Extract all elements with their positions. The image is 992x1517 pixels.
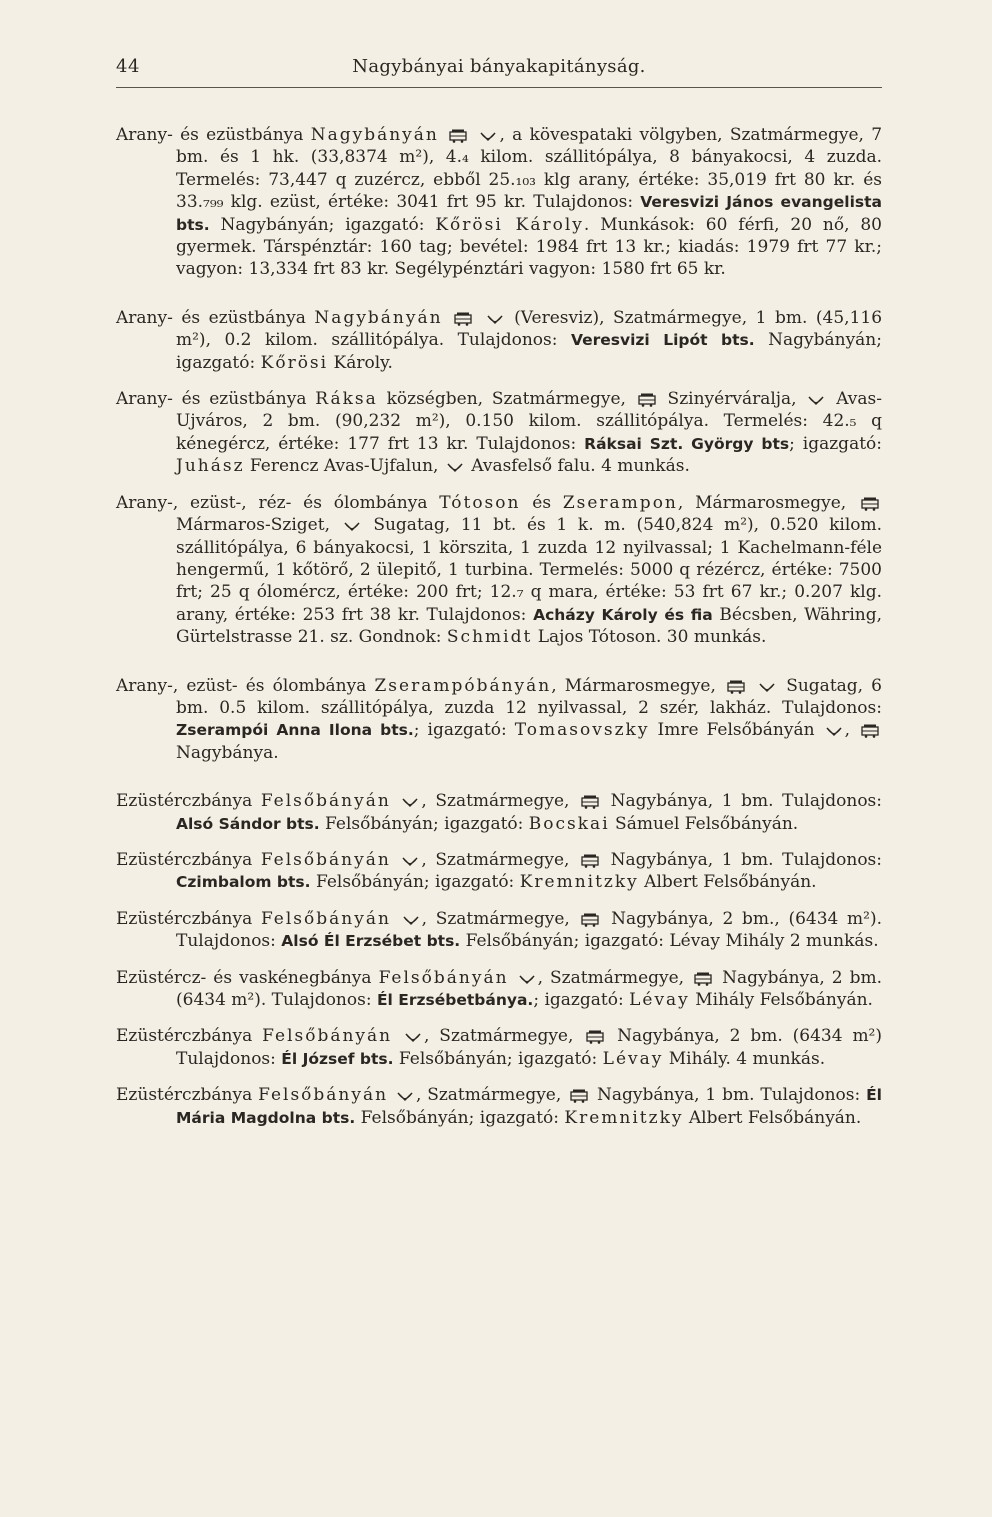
entry-text: Ferencz Avas-Ujfalun,: [244, 456, 444, 477]
mine-location: Zserampóbányán: [374, 675, 552, 696]
mine-entry: [116, 849, 882, 894]
entry-text: Felsőbányán; igazgató:: [355, 1107, 565, 1128]
entry-text: Albert Felsőbányán.: [638, 872, 817, 893]
mine-location: Felsőbányán: [378, 967, 509, 988]
entry-text: Albert Felsőbányán.: [683, 1107, 862, 1128]
railway-station-icon: [581, 913, 599, 927]
entry-text: 2 munkás.: [784, 931, 879, 952]
mine-owner: Alsó Él Erzsébet bts.: [281, 932, 461, 951]
entry-text: Ezüstérczbánya: [116, 1085, 259, 1106]
post-office-icon: [344, 521, 360, 533]
mine-entry: [116, 492, 882, 649]
railway-station-icon: [861, 497, 879, 511]
entry-text: . Munkások: 60 férfi, 20 nő, 80 gyermek. Társpénztár: 160 tag; bevétel: 1984 frt 13 kr.; kiadás: 1979 frt 77 kr.; vagyon: 13,334 frt 83 kr. Segélypénztári vagyon: 1580 frt 65 kr.: [176, 214, 882, 280]
entry-text: Arany-, ezüst-, réz- és ólombánya: [116, 492, 440, 513]
post-office-icon: [759, 682, 775, 694]
mine-director: Lévay: [602, 1048, 664, 1069]
entry-text: Felsőbányán; igazgató:: [310, 872, 520, 893]
post-office-icon: [808, 395, 824, 407]
mine-owner: Zserampói Anna Ilona bts.: [176, 721, 414, 740]
entry-text: , Szatmármegye,: [415, 1085, 568, 1106]
entry-text: Mihály Felsőbányán.: [689, 990, 873, 1010]
entry-text: Arany- és ezüstbánya: [116, 125, 311, 145]
mine-director: Bocskai: [528, 813, 610, 834]
mine-location: Felsőbányán: [258, 1085, 389, 1106]
mine-location: Felsőbányán: [262, 1026, 393, 1047]
entry-text: Nagybánya, 2 bm., (6434 m²). Tulajdonos:: [176, 908, 882, 952]
mine-director: Lévay: [629, 990, 690, 1010]
entry-text: ,: [844, 720, 859, 741]
mine-entries: [116, 124, 882, 1143]
entry-text: Ezüstérczbánya: [116, 1026, 263, 1047]
mine-director: Lévay Mihály: [669, 931, 785, 952]
entry-text: Imre Felsőbányán: [649, 720, 823, 741]
entry-text: Mihály. 4 munkás.: [663, 1048, 826, 1069]
entry-text: Ezüstércz- és vaskénegbánya: [116, 967, 379, 988]
entry-text: Bécsben, Währing, Gürtelstrasse 21. sz. Gondnok:: [176, 604, 883, 648]
mine-entry: [116, 675, 882, 765]
mine-director: Tomasovszky: [514, 720, 650, 741]
mine-entry: [116, 307, 882, 374]
running-head: Nagybányai bányakapitányság.: [352, 56, 646, 77]
entry-text: Nagybánya, 1 bm. Tulajdonos:: [602, 849, 883, 870]
entry-text: Nagybányán; igazgató:: [209, 214, 436, 235]
post-office-icon: [402, 797, 418, 809]
entry-text: községben, Szatmármegye,: [377, 389, 635, 410]
entry-text: Lajos Tótoson. 30 munkás.: [532, 627, 767, 648]
entry-text: Nagybányán; igazgató:: [176, 330, 882, 373]
entry-text: Arany- és ezüstbánya: [116, 307, 315, 328]
mine-director: Kőrösi: [260, 352, 329, 373]
entry-text: (Veresviz), Szatmármegye, 1 bm. (45,116 m²), 0.2 kilom. szállitópálya. Tulajdonos:: [176, 307, 883, 351]
entry-text: , Szatmármegye,: [421, 791, 579, 812]
mine-owner: Veresvizi János evangelista bts.: [176, 193, 882, 234]
post-office-icon: [487, 314, 503, 326]
mine-owner: Ráksai Szt. György bts: [584, 434, 790, 453]
railway-station-icon: [861, 724, 879, 738]
railway-station-icon: [586, 1030, 604, 1044]
mine-director: Kremnitzky: [564, 1107, 684, 1128]
railway-station-icon: [694, 972, 712, 986]
mine-entry: [116, 1025, 882, 1070]
entry-text: Sugatag, 6 bm. 0.5 kilom. szállitópálya, zuzda 12 nyilvassal, 2 szér, lakház. Tulajdonos:: [176, 675, 882, 718]
entry-text: Felsőbányán; igazgató:: [460, 931, 670, 952]
post-office-icon: [403, 915, 419, 927]
post-office-icon: [402, 856, 418, 868]
entry-text: , a kövespataki völgyben, Szatmármegye, 7 bm. és 1 hk. (33,8374 m²), 4.₄ kilom. szállitópálya, 8 bányakocsi, 4 zuzda. Termelés: 73,447 q zuzércz, ebből 25.₁₀₃ klg arany, értéke: 35,019 frt 80 kr. és 33.₇₉₉ klg. ezüst, értéke: 3041 frt 95 kr. Tulajdonos:: [176, 125, 883, 213]
entry-text: , Szatmármegye,: [424, 1026, 584, 1047]
mine-director: Kremnitzky: [519, 872, 639, 893]
mine-owner: Czimbalom bts.: [176, 873, 311, 892]
entry-text: , Szatmármegye,: [421, 908, 579, 929]
entry-text: Nagybánya, 1 bm. Tulajdonos:: [602, 791, 883, 812]
mine-entry: [116, 1084, 882, 1129]
entry-text: [748, 676, 756, 696]
mine-owner: Él József bts.: [281, 1049, 394, 1068]
mine-entry: [116, 908, 882, 953]
entry-text: Nagybánya, 1 bm. Tulajdonos:: [591, 1085, 867, 1106]
mine-location: Ráksa: [315, 389, 378, 410]
entry-text: Avasfelső falu. 4 munkás.: [465, 456, 690, 477]
post-office-icon: [397, 1091, 413, 1103]
entry-text: ; igazgató:: [413, 720, 515, 741]
mine-owner: Acházy Károly és fia: [533, 605, 713, 624]
mine-entry: [116, 124, 882, 281]
mine-owner: Él Mária Magdolna bts.: [176, 1086, 882, 1127]
entry-text: , Szatmármegye,: [421, 849, 579, 870]
railway-station-icon: [727, 680, 745, 694]
mine-location: Zserampon: [562, 492, 678, 513]
entry-text: Nagybánya, 2 bm. (6434 m²) Tulajdonos:: [176, 1026, 883, 1069]
entry-text: Nagybánya, 2 bm. (6434 m²). Tulajdonos:: [176, 967, 883, 1010]
railway-station-icon: [449, 129, 467, 143]
mine-entry: [116, 790, 882, 835]
entry-text: Felsőbányán; igazgató:: [393, 1048, 603, 1069]
post-office-icon: [405, 1032, 421, 1044]
mine-location: Felsőbányán: [260, 849, 391, 870]
mine-location: Tótoson: [439, 492, 521, 513]
post-office-icon: [480, 131, 496, 143]
mine-location: Felsőbányán: [260, 908, 391, 929]
post-office-icon: [826, 726, 842, 738]
entry-text: , Mármarosmegye,: [551, 675, 724, 696]
entry-text: Arany- és ezüstbánya: [116, 389, 316, 410]
entry-text: Nagybánya.: [176, 742, 279, 763]
entry-text: Ezüstérczbánya: [116, 849, 261, 870]
header-rule: [116, 87, 882, 88]
mine-owner: Veresvizi Lipót bts.: [570, 331, 755, 350]
mine-location: Nagybányán: [314, 307, 443, 328]
railway-station-icon: [581, 854, 599, 868]
entry-text: ; igazgató:: [533, 990, 630, 1010]
post-office-icon: [519, 974, 535, 986]
entry-text: ; igazgató:: [789, 433, 882, 454]
post-office-icon: [447, 462, 463, 474]
mine-location: Felsőbányán: [260, 791, 391, 812]
entry-text: , Szatmármegye,: [537, 967, 692, 988]
railway-station-icon: [570, 1089, 588, 1103]
entry-text: Mármaros-Sziget,: [176, 515, 341, 536]
mine-entry: [116, 388, 882, 478]
page-number: 44: [116, 56, 140, 77]
mine-owner: Alsó Sándor bts.: [176, 814, 320, 833]
mine-owner: Él Erzsébetbánya.: [376, 991, 534, 1009]
railway-station-icon: [454, 312, 472, 326]
entry-text: Felsőbányán; igazgató:: [319, 813, 529, 834]
mine-location: Nagybányán: [310, 125, 439, 145]
entry-text: Sugatag, 11 bt. és 1 k. m. (540,824 m²), 0.520 kilom. szállitópálya, 6 bányakocsi, 1 körszita, 1 zuzda 12 nyilvassal; 1 Kachelmann-féle hengermű, 1 kőtörő, 2 ülepitő, 1 turbina. Termelés: 5000 q rézércz, értéke: 7500 frt; 25 q ólomércz, értéke: 200 frt; 12.₇ q mara, értéke: 53 frt 67 kr.; 0.207 klg. arany, értéke: 253 frt 38 kr. Tulajdonos:: [176, 515, 883, 625]
entry-text: Károly.: [328, 352, 393, 373]
entry-text: Arany-, ezüst- és ólombánya: [116, 675, 375, 696]
mine-entry: [116, 967, 882, 1012]
entry-text: Ezüstérczbánya: [116, 791, 261, 812]
entry-text: Szinyérváralja,: [658, 389, 806, 410]
page-header: [116, 56, 882, 86]
entry-text: és: [520, 492, 563, 513]
entry-text: , Mármarosmegye,: [677, 492, 858, 513]
entry-text: Sámuel Felsőbányán.: [609, 813, 799, 834]
mine-director: Schmidt: [446, 627, 533, 648]
mine-director: Kőrösi Károly: [435, 214, 584, 235]
railway-station-icon: [638, 393, 656, 407]
railway-station-icon: [581, 795, 599, 809]
entry-text: Avas-Ujváros, 2 bm. (90,232 m²), 0.150 kilom. szállitópálya. Termelés: 42.₅ q kénegércz, értéke: 177 frt 13 kr. Tulajdonos:: [176, 389, 883, 454]
mine-director: Juhász: [176, 456, 245, 477]
entry-text: Ezüstérczbánya: [116, 908, 261, 929]
